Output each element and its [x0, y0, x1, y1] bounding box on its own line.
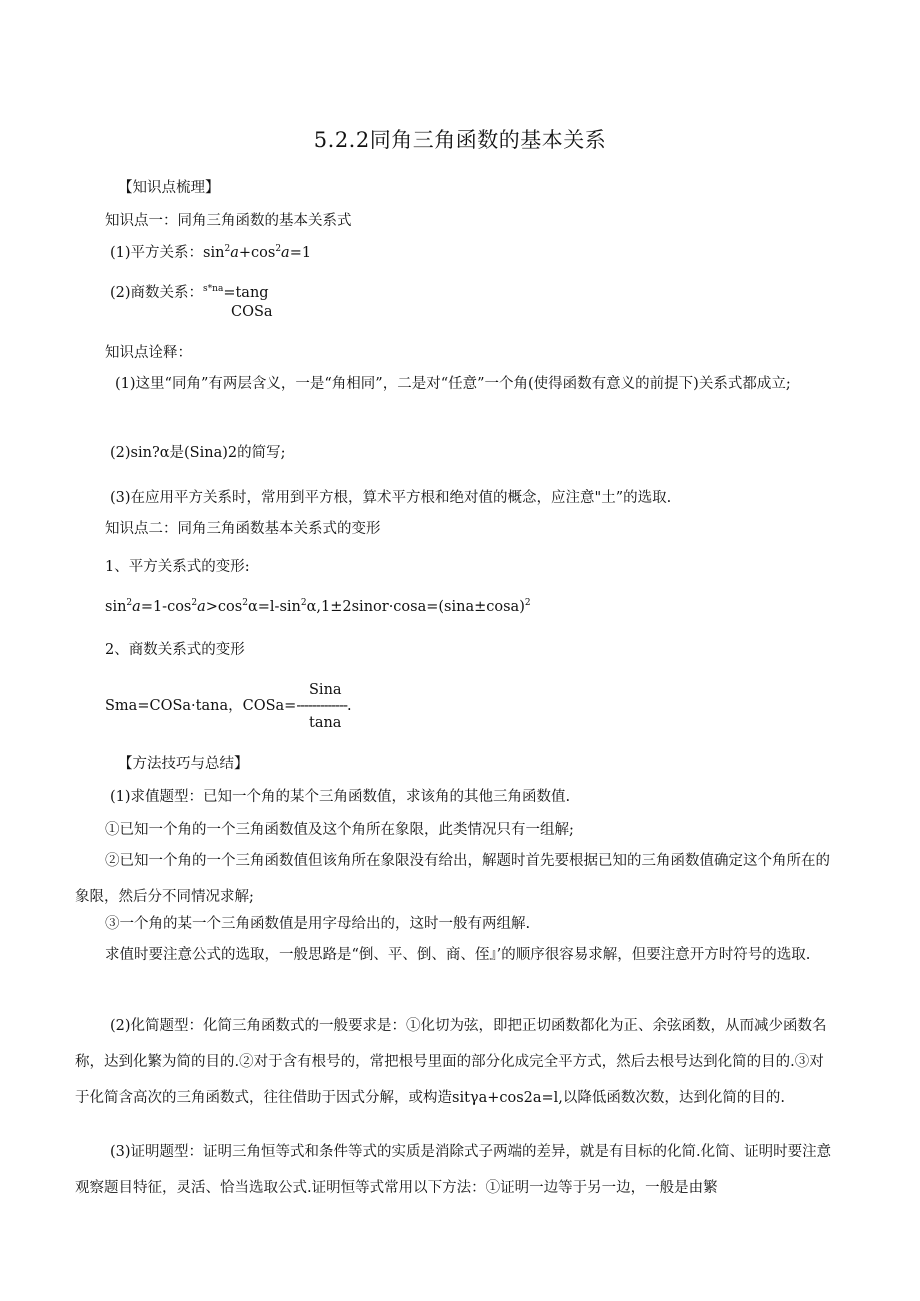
formula1-sup-c: 2: [242, 598, 248, 608]
kp2-sub1: 1、平方关系式的变形:: [105, 559, 250, 575]
explain-1: (1)这里“同角”有两层含义，一是“角相同”，二是对“任意”一个角(使得函数有意义的前提下)关系式都成立;: [115, 376, 791, 392]
formula1-sup: 2: [524, 598, 531, 608]
kp1-item1-sup1: 2: [224, 244, 231, 254]
kp1-title: 知识点一：同角三角函数的基本关系式: [105, 213, 352, 229]
kp1-item1-a2: a: [281, 245, 290, 261]
kp-explain-title: 知识点诠释：: [105, 345, 192, 361]
method-1-case-c: ③一个角的某一个三角函数值是用字母给出的，这时一般有两组解.: [105, 916, 531, 932]
section-heading-knowledge: 【知识点梳理】: [118, 180, 220, 196]
kp1-square-relation: [110, 243, 311, 265]
kp1-item1-prefix: (1)平方关系：sin: [110, 245, 225, 261]
formula1-g: α,1±2sinor·cosa=(sina±cosa): [306, 599, 525, 615]
section-heading-method: 【方法技巧与总结】: [118, 756, 249, 772]
explain-3: (3)在应用平方关系时，常用到平方根，算术平方根和绝对值的概念，应注意"土”的选取.: [110, 490, 672, 506]
formula1-c: =1-cos: [140, 599, 192, 615]
method-1-case-a: ①已知一个角的一个三角函数值及这个角所在象限，此类情况只有一组解;: [105, 822, 574, 838]
formula1-d: a: [197, 599, 206, 615]
method-3: (3)证明题型：证明三角恒等式和条件等式的实质是消除式子两端的差异，就是有目标的化简.化简、证明时要注意观察题目特征，灵活、恰当选取公式.证明恒等式常用以下方法：①证明一边等于另一边，一般是由繁: [75, 1144, 832, 1196]
kp1-item2-prefix: (2)商数关系：: [110, 285, 204, 301]
formula1-sup-a: 2: [126, 598, 133, 608]
method-2: (2)化简题型：化简三角函数式的一般要求是：①化切为弦，即把正切函数都化为正、余弦函数，从而减少函数名称，达到化繁为简的目的.②对于含有根号的，常把根号里面的部分化成完全平方式，然后去根号达到化简的目的.③对于化简含高次的三角函数式，往往借助于因式分解，或构造sitγa+cos2a=l,以降低函数次数，达到化简的目的.: [75, 1018, 827, 1106]
formula1-sup-d: 2: [300, 598, 307, 608]
method-1: (1)求值题型：已知一个角的某个三角函数值，求该角的其他三角函数值.: [110, 789, 571, 805]
formula1-b: a: [132, 599, 141, 615]
formula2-denominator: tana: [309, 715, 342, 731]
formula2-main: Sma=COSa·tana，COSa=: [105, 698, 297, 714]
formula2-numerator: Sina: [309, 682, 342, 698]
kp1-quotient-denominator: COSa: [231, 304, 273, 320]
formula-square-variants: [105, 597, 531, 619]
page-title: 5.2.2同角三角函数的基本关系: [313, 128, 607, 152]
kp1-item2-sup: s*na: [203, 284, 224, 294]
formula2-fraction-bar: -------------.: [296, 698, 351, 714]
kp1-item1-end: =1: [289, 245, 312, 261]
method-1-case-b: ②已知一个角的一个三角函数值但该角所在象限没有给出，解题时首先要根据已知的三角函数值确定这个角所在的象限，然后分不同情况求解;: [75, 853, 830, 905]
formula1-sup-b: 2: [191, 598, 198, 608]
kp1-item1-sup2: 2: [275, 244, 282, 254]
formula1-e: >cos: [205, 599, 243, 615]
kp2-title: 知识点二：同角三角函数基本关系式的变形: [105, 521, 381, 537]
formula1-f: α=l-sin: [247, 599, 301, 615]
kp1-item1-a1: a: [230, 245, 239, 261]
formula1-a: sin: [105, 599, 127, 615]
method-1-note: 求值时要注意公式的选取，一般思路是“倒、平、倒、商、侄』’的顺序很容易求解，但要注意开方时符号的选取.: [105, 947, 811, 963]
kp1-item2-rest: =tang: [223, 285, 269, 301]
kp1-item1-mid: +cos: [238, 245, 276, 261]
explain-2: (2)sin?α是(Sina)2的简写;: [110, 445, 286, 461]
kp2-sub2: 2、商数关系式的变形: [105, 642, 245, 658]
